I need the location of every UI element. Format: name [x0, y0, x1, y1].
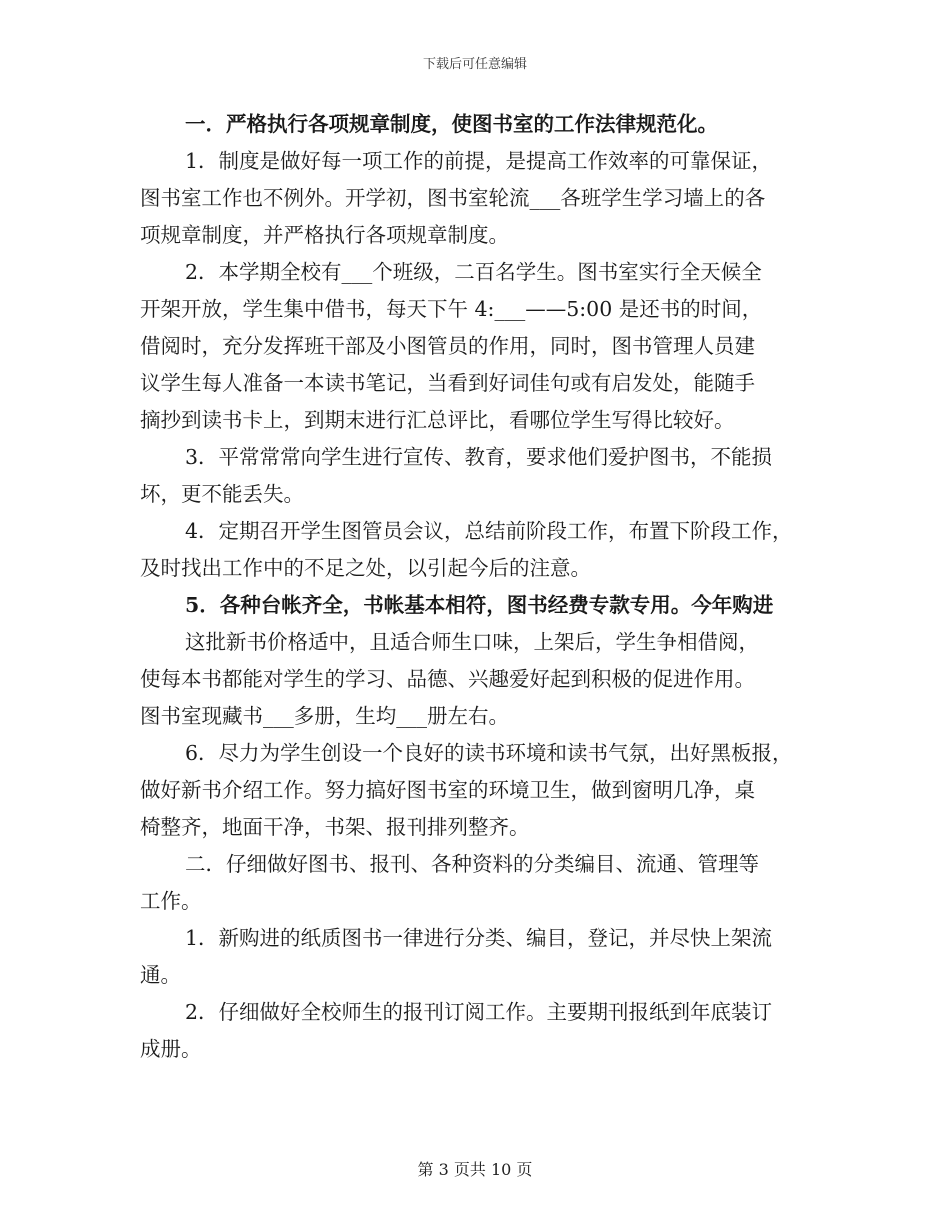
text-line: 借阅时，充分发挥班干部及小图管员的作用，同时，图书管理人员建 [140, 334, 755, 358]
text-line: 图书室工作也不例外。开学初，图书室轮流___各班学生学习墙上的各 [140, 186, 766, 210]
text-line: 摘抄到读书卡上，到期末进行汇总评比，看哪位学生写得比较好。 [140, 408, 735, 432]
text-line: 4．定期召开学生图管员会议，总结前阶段工作，布置下阶段工作， [185, 519, 793, 543]
page-header: 下载后可任意编辑 [422, 57, 527, 72]
text-line: 椅整齐，地面干净，书架、报刊排列整齐。 [140, 815, 530, 839]
paragraph [140, 846, 830, 920]
text-line: 及时找出工作中的不足之处，以引起今后的注意。 [140, 556, 591, 580]
text-line: 一．严格执行各项规章制度，使图书室的工作法律规范化。 [185, 112, 718, 136]
text-line: 2．本学期全校有___个班级，二百名学生。图书室实行全天候全 [185, 260, 762, 284]
text-line: 议学生每人准备一本读书笔记，当看到好词佳句或有启发处，能随手 [140, 371, 755, 395]
text-line: 1．新购进的纸质图书一律进行分类、编目，登记，并尽快上架流 [185, 926, 773, 950]
paragraph [140, 624, 830, 735]
text-line: 5．各种台帐齐全，书帐基本相符，图书经费专款专用。今年购进 [185, 593, 774, 617]
text-line: 使每本书都能对学生的学习、品德、兴趣爱好起到积极的促进作用。 [140, 667, 755, 691]
text-line: 6．尽力为学生创设一个良好的读书环境和读书气氛，出好黑板报， [185, 741, 793, 765]
text-line: 工作。 [140, 889, 202, 913]
document-body [140, 106, 830, 1068]
text-line: 做好新书介绍工作。努力搞好图书室的环境卫生，做到窗明几净，桌 [140, 778, 755, 802]
text-line: 3．平常常常向学生进行宣传、教育，要求他们爱护图书，不能损 [185, 445, 773, 469]
text-line: 项规章制度，并严格执行各项规章制度。 [140, 223, 509, 247]
text-line: 成册。 [140, 1037, 202, 1061]
text-line: 2．仔细做好全校师生的报刊订阅工作。主要期刊报纸到年底装订 [185, 1000, 773, 1024]
page-footer: 第 3 页共 10 页 [417, 1160, 533, 1179]
text-line: 坏，更不能丢失。 [140, 482, 304, 506]
paragraph [140, 513, 830, 587]
text-line: 二．仔细做好图书、报刊、各种资料的分类编目、流通、管理等 [185, 852, 759, 876]
paragraph [140, 439, 830, 513]
paragraph [140, 106, 830, 143]
text-line: 开架开放，学生集中借书，每天下午 4:___——5:00 是还书的时间， [140, 297, 763, 321]
paragraph [140, 143, 830, 254]
text-line: 图书室现藏书___多册，生均___册左右。 [140, 704, 509, 728]
paragraph [140, 994, 830, 1068]
paragraph [140, 735, 830, 846]
text-line: 1．制度是做好每一项工作的前提，是提高工作效率的可靠保证， [185, 149, 773, 173]
text-line: 通。 [140, 963, 181, 987]
text-line: 这批新书价格适中，且适合师生口味，上架后，学生争相借阅， [185, 630, 759, 654]
paragraph [140, 254, 830, 439]
paragraph [140, 587, 830, 624]
paragraph [140, 920, 830, 994]
